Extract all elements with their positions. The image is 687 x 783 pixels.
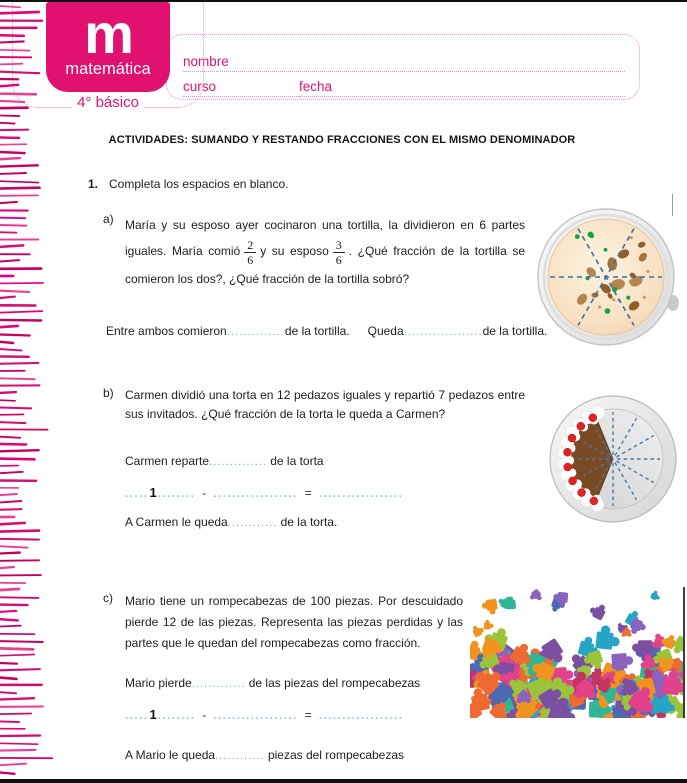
- fraction-2-6: $\frac{2}{6}$: [244, 239, 256, 266]
- equation-blank: ..................: [213, 488, 298, 500]
- worksheet-title: ACTIVIDADES: SUMANDO Y RESTANDO FRACCIONES CON EL MISMO DENOMINADOR: [108, 134, 576, 146]
- date-field: [299, 72, 625, 97]
- logo-letter: m: [84, 2, 132, 65]
- answer-blank: ............: [227, 517, 278, 529]
- logo-subject-label: matemática: [65, 60, 151, 78]
- problem-c-line3: A Mario le queda............ piezas del rompecabezas: [125, 748, 405, 762]
- problem-a: [86, 212, 598, 292]
- problem-c-label: c): [103, 591, 113, 605]
- page-bottom-border: [0, 779, 687, 783]
- equation-blank: ........: [157, 488, 196, 500]
- equals-sign: =: [304, 708, 312, 722]
- puzzle-image-edge: [683, 587, 685, 718]
- answer-blank: ..............: [209, 456, 268, 468]
- name-label: nombre: [183, 54, 229, 70]
- problem-b-text: Carmen dividió una torta en 12 pedazos iguales y repartió 7 pedazos entre sus invitados. ¿Qué fracción de la torta le queda a Carmen?: [125, 388, 525, 421]
- equation-one: 1: [149, 485, 157, 500]
- problem-b-line1: Carmen reparte.............. de la torta: [125, 454, 324, 468]
- answer-blank: ...................: [403, 326, 483, 338]
- problem-b: [86, 386, 598, 424]
- name-field-row: [183, 42, 625, 72]
- exercise-text: Completa los espacios en blanco.: [109, 177, 289, 191]
- date-label: fecha: [299, 79, 333, 95]
- equation-blank: ..................: [318, 710, 404, 722]
- equation-blank: ..................: [213, 710, 298, 722]
- problem-a-text: María y su esposo ayer cocinaron una tortilla, la dividieron en 6 partes iguales. María comió $\frac{2}{6}$ y su esposo $\frac{3}{6}$ . ¿Qué fracción de la tortilla se comieron los dos?, ¿Qué fracción de la tortilla sobró?: [125, 218, 525, 286]
- logo-grade-label: 4° básico: [46, 94, 170, 112]
- page-top-border: [0, 0, 687, 2]
- equals-sign: =: [304, 486, 312, 500]
- course-date-row: [183, 72, 625, 97]
- answer-blank: ............: [215, 750, 265, 762]
- exercise-number: 1.: [88, 177, 99, 191]
- worksheet-content: [86, 134, 598, 762]
- equation-blank: ........: [157, 710, 196, 722]
- problem-b-label: b): [103, 386, 114, 400]
- exercise-instruction: [86, 177, 598, 191]
- minus-sign: -: [202, 486, 207, 500]
- problem-b-line3: A Carmen le queda............ de la torta.: [125, 515, 338, 529]
- equation-one: 1: [149, 707, 157, 722]
- equation-blank: .....: [125, 710, 149, 722]
- minus-sign: -: [202, 708, 207, 722]
- problem-c-equation: [125, 707, 598, 722]
- fraction-3-6: $\frac{3}{6}$: [333, 239, 345, 266]
- problem-c-text: Mario tiene un rompecabezas de 100 piezas. Por descuidado pierde 12 de las piezas. Representa las piezas perdidas y las partes que le quedan del rompecabezas como fracción.: [125, 594, 463, 650]
- equation-blank: .....: [125, 488, 149, 500]
- student-info-box: [166, 34, 640, 100]
- problem-a-label: a): [103, 212, 114, 226]
- problem-c: [86, 591, 598, 654]
- problem-b-equation: [125, 485, 598, 500]
- equation-blank: ..................: [318, 488, 404, 500]
- problem-c-line1: Mario pierde............. de las piezas del rompecabezas: [125, 676, 421, 690]
- answer-blank: ..............: [226, 326, 285, 338]
- scan-edge-mark: [672, 194, 673, 216]
- answer-blank: .............: [191, 678, 246, 690]
- problem-a-answer-line: Entre ambos comieron..............de la tortilla. Queda...................de la tortilla.: [106, 324, 548, 338]
- notebook-torn-edge-decoration: [0, 0, 70, 783]
- course-label: curso: [183, 79, 217, 95]
